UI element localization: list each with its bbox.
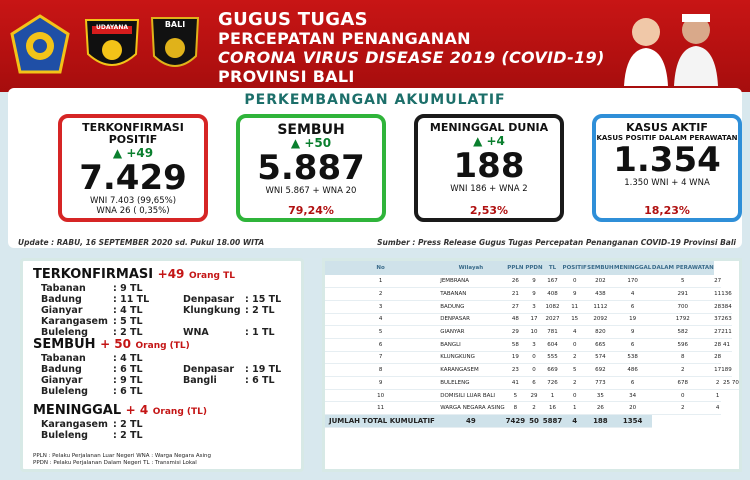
- value-cell: 0: [525, 351, 542, 364]
- value-cell: 70: [732, 377, 739, 390]
- region-name: Karangasem: [41, 419, 108, 430]
- value-cell: 1: [325, 275, 436, 288]
- table-row: [325, 402, 739, 415]
- polda-logo-text: BALI: [164, 20, 186, 29]
- region-name: Buleleng: [41, 386, 88, 397]
- value-cell: 6: [614, 338, 652, 351]
- value-cell: 170: [614, 275, 652, 288]
- region-name: Bangli: [183, 375, 217, 386]
- region-count: : 1 TL: [245, 327, 275, 338]
- card-label: SEMBUH: [277, 122, 345, 138]
- card-delta-value: +50: [304, 136, 332, 150]
- value-cell: 8: [325, 364, 436, 377]
- region-name: Badung: [41, 294, 82, 305]
- value-cell: 19: [506, 351, 526, 364]
- region-cell: BADUNG: [436, 300, 505, 313]
- daily-summary-panel: [20, 258, 304, 472]
- region-name: Karangasem: [41, 316, 108, 327]
- table-row: [325, 351, 739, 364]
- value-cell: 11: [714, 288, 721, 301]
- region-cell: BULELENG: [436, 377, 505, 390]
- card-number: 7.429: [79, 158, 187, 198]
- region-count: : 15 TL: [245, 294, 282, 305]
- total-cell: 49: [436, 415, 505, 428]
- card-label: KASUS AKTIF: [626, 121, 708, 134]
- section-delta: + 4: [125, 403, 149, 417]
- value-cell: 1082: [543, 300, 563, 313]
- value-cell: 34: [614, 389, 652, 402]
- value-cell: 16: [543, 402, 563, 415]
- value-cell: 665: [587, 338, 614, 351]
- value-cell: 692: [587, 364, 614, 377]
- value-cell: 538: [614, 351, 652, 364]
- regional-table: [322, 258, 742, 472]
- value-cell: 189: [721, 364, 732, 377]
- value-cell: 2092: [587, 313, 614, 326]
- total-cell: 1354: [614, 415, 652, 428]
- region-name: Denpasar: [183, 294, 235, 305]
- title-line2: PERCEPATAN PENANGANAN: [218, 29, 471, 48]
- card-number: 1.354: [613, 140, 721, 180]
- section-unit: Orang TL: [188, 271, 235, 281]
- value-cell: 211: [721, 326, 732, 339]
- card-sub-line1: 1.350 WNI + 4 WNA: [624, 178, 710, 188]
- table-row: [325, 300, 739, 313]
- value-cell: 596: [652, 338, 715, 351]
- deaths-heading: [33, 403, 207, 418]
- title-line4: PROVINSI BALI: [218, 67, 355, 86]
- value-cell: 2: [652, 402, 715, 415]
- card-label: MENINGGAL DUNIA: [429, 121, 549, 134]
- confirmed-heading: [33, 267, 235, 282]
- column-header: POSITIF: [562, 261, 587, 275]
- value-cell: 0: [562, 389, 587, 402]
- value-cell: 27: [714, 326, 721, 339]
- value-cell: 5: [325, 326, 436, 339]
- section-unit: Orang (TL): [152, 407, 208, 417]
- recovered-heading: [33, 337, 190, 352]
- value-cell: 17: [525, 313, 542, 326]
- region-count: : 9 TL: [113, 375, 143, 386]
- table-row: [325, 326, 739, 339]
- total-label: JUMLAH TOTAL KUMULATIF: [325, 415, 436, 428]
- value-cell: 384: [721, 300, 732, 313]
- title-line1: GUGUS TUGAS: [218, 9, 368, 30]
- value-cell: 29: [506, 326, 526, 339]
- panel-title: PERKEMBANGAN AKUMULATIF: [244, 92, 506, 108]
- value-cell: 28: [714, 351, 721, 364]
- value-cell: 6: [614, 377, 652, 390]
- value-cell: 820: [587, 326, 614, 339]
- source-text: Sumber : Press Release Gugus Tugas Percepatan Penanganan COVID-19 Provinsi Bali: [377, 238, 736, 247]
- value-cell: 136: [721, 288, 732, 301]
- deaths-percent: 2,53%: [469, 204, 509, 217]
- value-cell: 604: [543, 338, 563, 351]
- value-cell: 27: [506, 300, 526, 313]
- cumulative-panel: [8, 88, 742, 248]
- region-name: Buleleng: [41, 327, 88, 338]
- udayana-logo-text: UDAYANA: [95, 24, 128, 31]
- value-cell: 9: [525, 288, 542, 301]
- region-name: Buleleng: [41, 430, 88, 441]
- header-banner: [0, 0, 750, 92]
- region-cell: DENPASAR: [436, 313, 505, 326]
- value-cell: 4: [714, 402, 721, 415]
- column-header: DALAM PERAWATAN: [652, 261, 715, 275]
- table-row: [325, 364, 739, 377]
- value-cell: 35: [587, 389, 614, 402]
- value-cell: 9: [525, 275, 542, 288]
- polda-bali-logo-icon: [150, 14, 210, 76]
- total-row: [325, 415, 739, 428]
- column-header: TL: [543, 261, 563, 275]
- value-cell: 2: [652, 364, 715, 377]
- total-cell: 7429: [506, 415, 526, 428]
- confirmed-card: [58, 114, 208, 222]
- value-cell: 669: [543, 364, 563, 377]
- value-cell: 10: [525, 326, 542, 339]
- section-unit: Orang (TL): [135, 341, 190, 351]
- value-cell: 1112: [587, 300, 614, 313]
- region-cell: TABANAN: [436, 288, 505, 301]
- region-count: : 2 TL: [113, 430, 143, 441]
- legend-line: PPDN : Pelaku Perjalanan Dalam Negeri TL : Transmisi Lokal: [33, 460, 197, 466]
- table-row: [325, 389, 739, 402]
- value-cell: 438: [587, 288, 614, 301]
- value-cell: 555: [543, 351, 563, 364]
- value-cell: 10: [325, 389, 436, 402]
- value-cell: 781: [543, 326, 563, 339]
- value-cell: 26: [587, 402, 614, 415]
- region-count: : 2 TL: [113, 419, 143, 430]
- column-header: Wilayah: [436, 261, 505, 275]
- region-count: : 4 TL: [113, 353, 143, 364]
- card-number: 5.887: [257, 148, 365, 188]
- value-cell: 41: [721, 338, 732, 351]
- column-header: PPLN: [506, 261, 526, 275]
- column-header: MENINGGAL: [614, 261, 652, 275]
- value-cell: 27: [714, 275, 721, 288]
- card-sub-line1: WNI 186 + WNA 2: [450, 184, 528, 194]
- value-cell: 0: [562, 275, 587, 288]
- value-cell: 4: [325, 313, 436, 326]
- region-name: Tabanan: [41, 353, 86, 364]
- value-cell: 2: [525, 402, 542, 415]
- section-delta: +49: [157, 267, 185, 281]
- value-cell: 17: [714, 364, 721, 377]
- value-cell: 21: [506, 288, 526, 301]
- region-count: : 2 TL: [245, 305, 275, 316]
- section-title: SEMBUH: [33, 337, 96, 352]
- value-cell: 19: [614, 313, 652, 326]
- value-cell: 9: [614, 326, 652, 339]
- value-cell: 773: [587, 377, 614, 390]
- region-count: : 6 TL: [113, 386, 143, 397]
- value-cell: 6: [525, 377, 542, 390]
- udayana-logo-icon: [82, 14, 142, 76]
- value-cell: 3: [525, 300, 542, 313]
- region-cell: GIANYAR: [436, 326, 505, 339]
- value-cell: 8: [506, 402, 526, 415]
- update-text: Update : RABU, 16 SEPTEMBER 2020 sd. Pukul 18.00 WITA: [18, 238, 265, 247]
- value-cell: 5: [506, 389, 526, 402]
- value-cell: 58: [506, 338, 526, 351]
- bnpb-logo-icon: [10, 14, 70, 76]
- value-cell: 23: [506, 364, 526, 377]
- value-cell: 582: [652, 326, 715, 339]
- value-cell: 4: [614, 288, 652, 301]
- value-cell: 26: [506, 275, 526, 288]
- region-cell: BANGLI: [436, 338, 505, 351]
- legend-line: PPLN : Pelaku Perjalanan Luar Negeri WNA : Warga Negara Asing: [33, 453, 211, 459]
- card-delta-value: +49: [126, 146, 154, 160]
- value-cell: 28: [714, 338, 721, 351]
- value-cell: 263: [721, 313, 732, 326]
- table-row: [325, 313, 739, 326]
- value-cell: 700: [652, 300, 715, 313]
- value-cell: 9: [325, 377, 436, 390]
- value-cell: 11: [325, 402, 436, 415]
- value-cell: 6: [614, 300, 652, 313]
- value-cell: 25: [721, 377, 732, 390]
- value-cell: 20: [614, 402, 652, 415]
- region-count: : 6 TL: [245, 375, 275, 386]
- value-cell: 574: [587, 351, 614, 364]
- value-cell: 11: [562, 300, 587, 313]
- region-count: : 6 TL: [113, 364, 143, 375]
- region-name: WNA: [183, 327, 209, 338]
- value-cell: 3: [525, 338, 542, 351]
- table-row: [325, 288, 739, 301]
- value-cell: 726: [543, 377, 563, 390]
- table-row: [325, 377, 739, 390]
- value-cell: 4: [562, 326, 587, 339]
- value-cell: 1: [562, 402, 587, 415]
- region-cell: KLUNGKUNG: [436, 351, 505, 364]
- value-cell: 9: [562, 288, 587, 301]
- officials-photo: [614, 6, 732, 86]
- region-count: : 9 TL: [113, 283, 143, 294]
- table-header-row: [325, 261, 739, 275]
- region-count: : 5 TL: [113, 316, 143, 327]
- region-count: : 4 TL: [113, 305, 143, 316]
- total-cell: 5887: [543, 415, 563, 428]
- table-row: [325, 275, 739, 288]
- region-name: Gianyar: [41, 375, 83, 386]
- card-number: 188: [453, 146, 525, 186]
- section-title: MENINGGAL: [33, 403, 122, 418]
- value-cell: 1792: [652, 313, 715, 326]
- value-cell: 7: [325, 351, 436, 364]
- value-cell: 2: [325, 288, 436, 301]
- value-cell: 2027: [543, 313, 563, 326]
- recovered-percent: 79,24%: [288, 204, 334, 217]
- region-name: Tabanan: [41, 283, 86, 294]
- value-cell: 1: [543, 389, 563, 402]
- legend: [33, 453, 211, 467]
- section-delta: + 50: [100, 337, 131, 351]
- region-count: : 19 TL: [245, 364, 282, 375]
- card-delta: ▲ +49: [112, 146, 154, 160]
- value-cell: 291: [652, 288, 715, 301]
- value-cell: 8: [652, 351, 715, 364]
- value-cell: 2: [562, 377, 587, 390]
- section-title: TERKONFIRMASI: [33, 267, 154, 282]
- title-line3: CORONA VIRUS DISEASE 2019 (COVID-19): [218, 48, 605, 67]
- value-cell: 678: [652, 377, 715, 390]
- region-cell: JEMBRANA: [436, 275, 505, 288]
- value-cell: 408: [543, 288, 563, 301]
- card-delta: ▲ +50: [290, 136, 332, 150]
- region-name: Gianyar: [41, 305, 83, 316]
- region-name: Klungkung: [183, 305, 241, 316]
- region-name: Badung: [41, 364, 82, 375]
- card-delta-note: KASUS POSITIF DALAM PERAWATAN: [596, 134, 738, 142]
- value-cell: 202: [587, 275, 614, 288]
- value-cell: 37: [714, 313, 721, 326]
- value-cell: 0: [525, 364, 542, 377]
- update-bar: [8, 234, 742, 250]
- value-cell: 28: [714, 300, 721, 313]
- column-header: No: [325, 261, 436, 275]
- region-cell: DOMISILI LUAR BALI: [436, 389, 505, 402]
- value-cell: 5: [652, 275, 715, 288]
- table-row: [325, 338, 739, 351]
- active-percent: 18,23%: [644, 204, 690, 217]
- total-cell: 4: [562, 415, 587, 428]
- card-label: TERKONFIRMASI POSITIF: [82, 121, 184, 146]
- value-cell: 29: [525, 389, 542, 402]
- value-cell: 0: [562, 338, 587, 351]
- value-cell: 6: [325, 338, 436, 351]
- value-cell: 3: [325, 300, 436, 313]
- value-cell: 5: [562, 364, 587, 377]
- card-delta: ▲ +4: [473, 134, 505, 148]
- card-delta-value: +4: [486, 134, 505, 148]
- value-cell: 2: [714, 377, 721, 390]
- value-cell: 486: [614, 364, 652, 377]
- region-count: : 2 TL: [113, 327, 143, 338]
- value-cell: 167: [543, 275, 563, 288]
- value-cell: 41: [506, 377, 526, 390]
- column-header: SEMBUH: [587, 261, 614, 275]
- value-cell: 15: [562, 313, 587, 326]
- region-count: : 11 TL: [113, 294, 150, 305]
- value-cell: 0: [652, 389, 715, 402]
- card-sub-line2: WNA 26 ( 0,35%): [96, 206, 170, 216]
- region-name: Denpasar: [183, 364, 235, 375]
- total-cell: 50: [525, 415, 542, 428]
- value-cell: 2: [562, 351, 587, 364]
- value-cell: 1: [714, 389, 721, 402]
- header-title: [218, 10, 605, 86]
- value-cell: 48: [506, 313, 526, 326]
- region-cell: KARANGASEM: [436, 364, 505, 377]
- card-sub-line1: WNI 5.867 + WNA 20: [265, 186, 357, 196]
- total-cell: 188: [587, 415, 614, 428]
- column-header: PPDN: [525, 261, 542, 275]
- card-sub-line1: WNI 7.403 (99,65%): [89, 196, 177, 206]
- region-cell: WARGA NEGARA ASING: [436, 402, 505, 415]
